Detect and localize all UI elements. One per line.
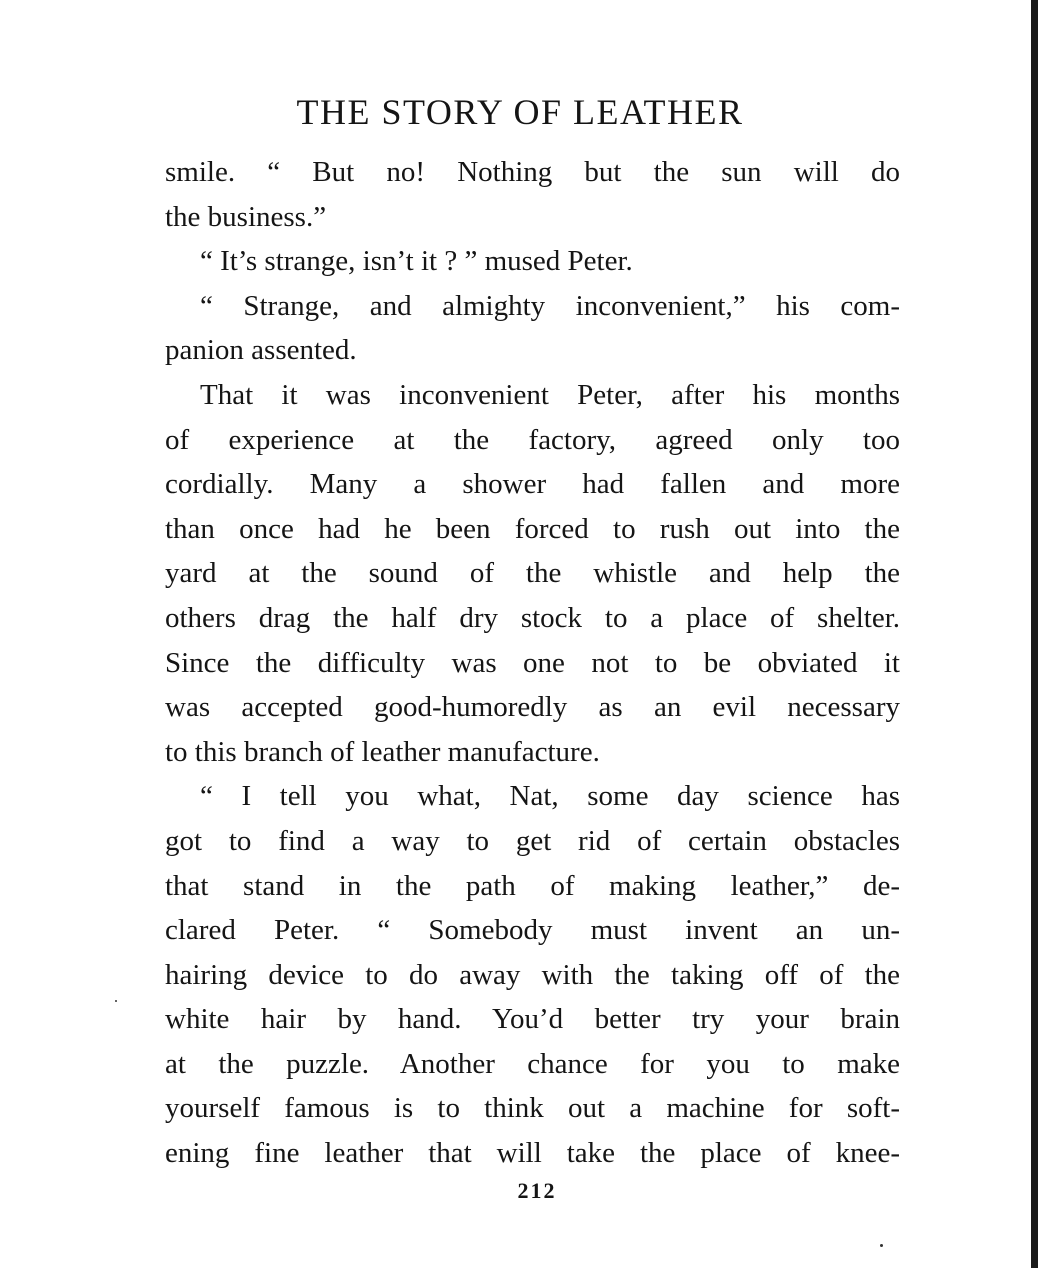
text-line: cordially. Many a shower had fallen and more <box>165 468 900 501</box>
text-line: yourself famous is to think out a machine for soft- <box>165 1092 900 1125</box>
text-line: panion assented. <box>165 334 357 367</box>
text-line: than once had he been forced to rush out into the <box>165 512 900 545</box>
text-line: to this branch of leather manufacture. <box>165 735 600 768</box>
text-line: at the puzzle. Another chance for you to make <box>165 1047 900 1080</box>
text-line: “ It’s strange, isn’t it ? ” mused Peter. <box>200 245 633 278</box>
text-line: That it was inconvenient Peter, after his months <box>200 378 900 411</box>
print-speck <box>880 1244 883 1247</box>
text-line: “ I tell you what, Nat, some day science has <box>200 780 900 813</box>
page-number: 212 <box>517 1178 557 1203</box>
text-line: hairing device to do away with the taking off of the <box>165 958 900 991</box>
text-line: Since the difficulty was one not to be obviated it <box>165 646 900 679</box>
text-line: yard at the sound of the whistle and help the <box>165 557 900 590</box>
text-line: ening fine leather that will take the place of knee- <box>165 1137 900 1170</box>
print-speck <box>115 1000 117 1002</box>
text-line: “ Strange, and almighty inconvenient,” his com- <box>200 289 900 322</box>
text-line: was accepted good-humoredly as an evil necessary <box>165 691 900 724</box>
page-edge-shadow <box>1031 0 1038 1268</box>
body-text <box>165 150 900 1176</box>
text-line: got to find a way to get rid of certain obstacles <box>165 824 900 857</box>
text-line: others drag the half dry stock to a place of shelter. <box>165 601 900 634</box>
text-line: that stand in the path of making leather,” de- <box>165 869 900 902</box>
text-line: smile. “ But no! Nothing but the sun will do <box>165 156 900 188</box>
text-line: white hair by hand. You’d better try your brain <box>165 1003 900 1036</box>
text-line: of experience at the factory, agreed only too <box>165 423 900 456</box>
text-line: clared Peter. “ Somebody must invent an un- <box>165 914 900 947</box>
text-line: the business.” <box>165 200 327 233</box>
running-head: THE STORY OF LEATHER <box>296 92 744 132</box>
